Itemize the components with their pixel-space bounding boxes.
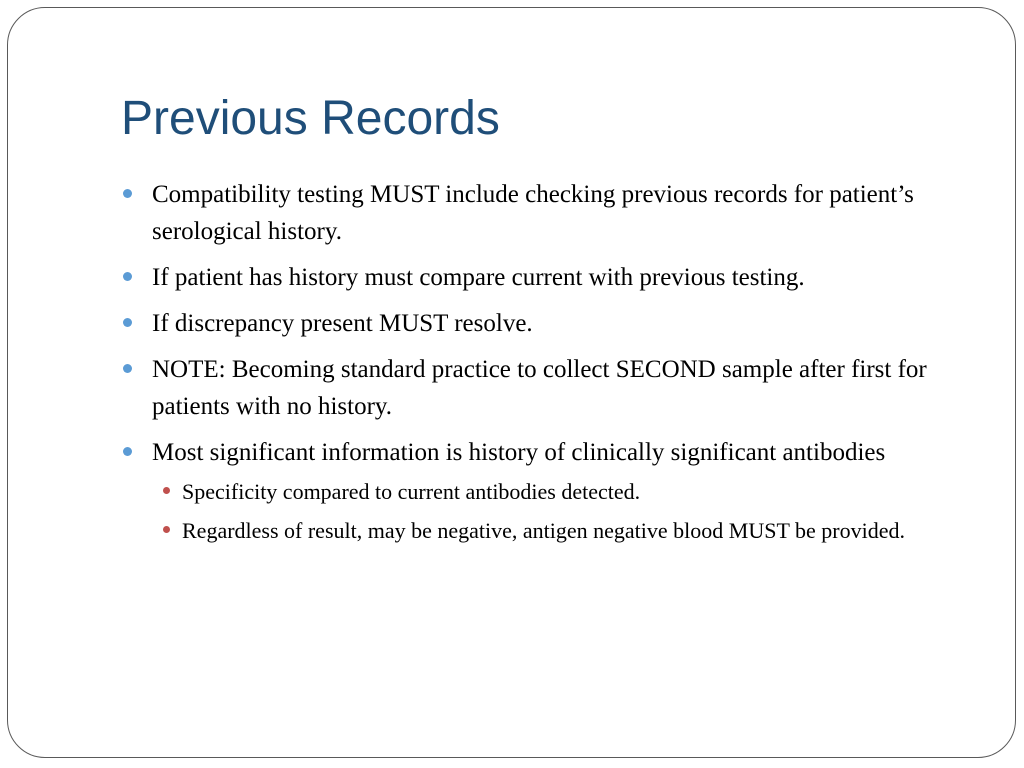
sub-bullet-item <box>151 475 971 509</box>
bullet-item <box>121 176 971 250</box>
bullet-text: If patient has history must compare current with previous testing. <box>152 264 805 291</box>
sub-bullet-dot-icon <box>163 487 170 494</box>
bullet-item <box>121 351 971 425</box>
bullet-dot-icon <box>123 272 132 281</box>
sub-bullet-text: Regardless of result, may be negative, antigen negative blood MUST be provided. <box>182 518 905 543</box>
bullet-text: If discrepancy present MUST resolve. <box>152 310 533 337</box>
sub-bullet-item <box>151 514 971 548</box>
slide-title: Previous Records <box>121 92 500 145</box>
bullet-list <box>121 176 971 553</box>
bullet-item <box>121 305 971 342</box>
bullet-text: NOTE: Becoming standard practice to collect SECOND sample after first for patients with no history. <box>152 356 927 420</box>
bullet-dot-icon <box>123 318 132 327</box>
bullet-text: Compatibility testing MUST include checking previous records for patient’s serological history. <box>152 181 914 245</box>
sub-bullet-dot-icon <box>163 526 170 533</box>
bullet-dot-icon <box>123 364 132 373</box>
bullet-dot-icon <box>123 447 132 456</box>
sub-bullet-text: Specificity compared to current antibodies detected. <box>182 479 641 504</box>
bullet-dot-icon <box>123 189 132 198</box>
bullet-text: Most significant information is history of clinically significant antibodies <box>152 439 886 466</box>
slide-frame <box>7 7 1016 758</box>
bullet-item <box>121 259 971 296</box>
bullet-item <box>121 434 971 471</box>
